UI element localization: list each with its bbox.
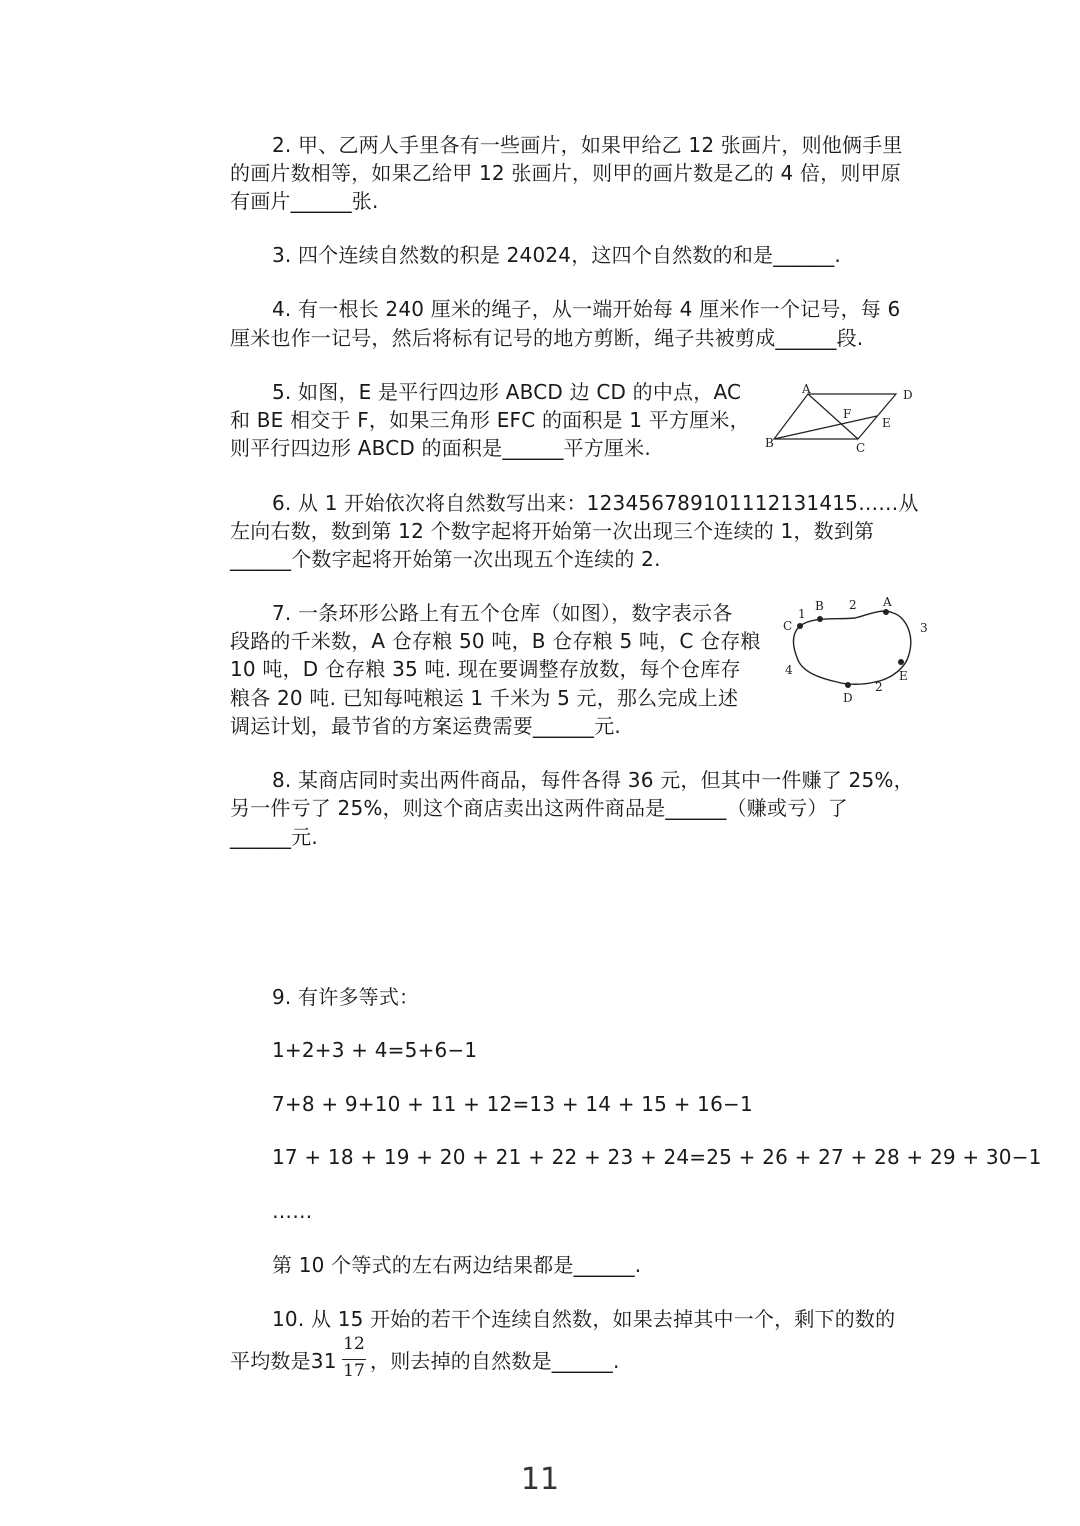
p4-line-1: 4. 有一根长 240 厘米的绳子，从一端开始每 4 厘米作一个记号，每 6 — [272, 297, 901, 321]
p5-line-2: 和 BE 相交于 F，如果三角形 EFC 的面积是 1 平方厘米， — [230, 408, 750, 432]
p8-line-2: 另一件亏了 25%，则这个商店卖出这两件商品是______（赚或亏）了 — [230, 796, 848, 820]
fraction-numerator: 12 — [343, 1334, 365, 1354]
label-c: C — [856, 441, 866, 455]
p2-line-3: 有画片______张. — [230, 189, 379, 213]
label-e: E — [882, 416, 891, 430]
label-d: D — [843, 691, 853, 705]
parallelogram-abcd — [774, 394, 896, 439]
p8-line-1: 8. 某商店同时卖出两件商品，每件各得 36 元，但其中一件赚了 25%， — [272, 768, 914, 792]
label-b: B — [765, 436, 774, 450]
p7-line-1: 7. 一条环形公路上有五个仓库（如图），数字表示各 — [272, 601, 733, 625]
fraction-bar — [342, 1359, 366, 1360]
distance-ed: 2 — [875, 680, 883, 694]
depot-a-dot — [883, 609, 889, 615]
parallelogram-figure — [760, 380, 920, 460]
p4-line-2: 厘米也作一记号，然后将标有记号的地方剪断，绳子共被剪成______段. — [230, 326, 864, 350]
p9-ellipsis: …… — [272, 1199, 313, 1223]
p6-line-1: 6. 从 1 开始依次将自然数写出来：123456789101112131415……从 — [272, 491, 919, 515]
ring-road — [793, 611, 910, 684]
p7-line-3: 10 吨，D 仓存粮 35 吨. 现在要调整存放数，每个仓库存 — [230, 657, 741, 681]
depot-e-dot — [898, 659, 904, 665]
label-d: D — [903, 388, 913, 402]
p6-line-2: 左向右数，数到第 12 个数字起将开始第一次出现三个连续的 1，数到第 — [230, 519, 875, 543]
p10-line-2-prefix: 平均数是31 — [230, 1349, 337, 1373]
distance-dc: 4 — [785, 663, 793, 677]
p9-equation-1: 1+2+3 + 4=5+6−1 — [272, 1038, 478, 1062]
p9-equation-2: 7+8 + 9+10 + 11 + 12=13 + 14 + 15 + 16−1 — [272, 1092, 753, 1116]
label-a: A — [883, 595, 892, 609]
label-b: B — [815, 599, 824, 613]
label-c: C — [783, 619, 793, 633]
p9-line-1: 9. 有许多等式： — [272, 985, 420, 1009]
p5-line-1: 5. 如图，E 是平行四边形 ABCD 边 CD 的中点，AC — [272, 380, 742, 404]
p7-line-5: 调运计划，最节省的方案运费需要______元. — [230, 714, 621, 738]
page-number: 11 — [520, 1462, 560, 1497]
p7-line-2: 段路的千米数，A 仓存粮 50 吨，B 仓存粮 5 吨，C 仓存粮 — [230, 629, 761, 653]
p2-line-2: 的画片数相等，如果乙给甲 12 张画片，则甲的画片数是乙的 4 倍，则甲原 — [230, 161, 902, 185]
depot-c-dot — [797, 623, 803, 629]
fraction-denominator: 17 — [343, 1361, 365, 1381]
p5-line-3: 则平行四边形 ABCD 的面积是______平方厘米. — [230, 436, 651, 460]
depot-b-dot — [817, 616, 823, 622]
p2-line-1: 2. 甲、乙两人手里各有一些画片，如果甲给乙 12 张画片，则他俩手里 — [272, 133, 903, 157]
p3-line-1: 3. 四个连续自然数的积是 24024，这四个自然数的和是______. — [272, 243, 841, 267]
p7-line-4: 粮各 20 吨. 已知每吨粮运 1 千米为 5 元，那么完成上述 — [230, 686, 739, 710]
p10-line-1: 10. 从 15 开始的若干个连续自然数，如果去掉其中一个，剩下的数的 — [272, 1307, 896, 1331]
label-a: A — [802, 382, 811, 396]
p6-line-3: ______个数字起将开始第一次出现五个连续的 2. — [230, 547, 661, 571]
distance-ba: 2 — [849, 598, 857, 612]
p10-line-2-suffix: ，则去掉的自然数是______. — [370, 1349, 620, 1373]
p9-question: 第 10 个等式的左右两边结果都是______. — [272, 1253, 642, 1277]
label-f: F — [843, 407, 852, 421]
distance-ae: 3 — [920, 621, 928, 635]
ring-road-figure — [775, 592, 940, 710]
p9-equation-3: 17 + 18 + 19 + 20 + 21 + 22 + 23 + 24=25 + 26 + 27 + 28 + 29 + 30−1 — [272, 1145, 1042, 1169]
depot-d-dot — [845, 682, 851, 688]
label-e: E — [899, 669, 908, 683]
p8-line-3: ______元. — [230, 825, 318, 849]
distance-cb: 1 — [798, 607, 806, 621]
